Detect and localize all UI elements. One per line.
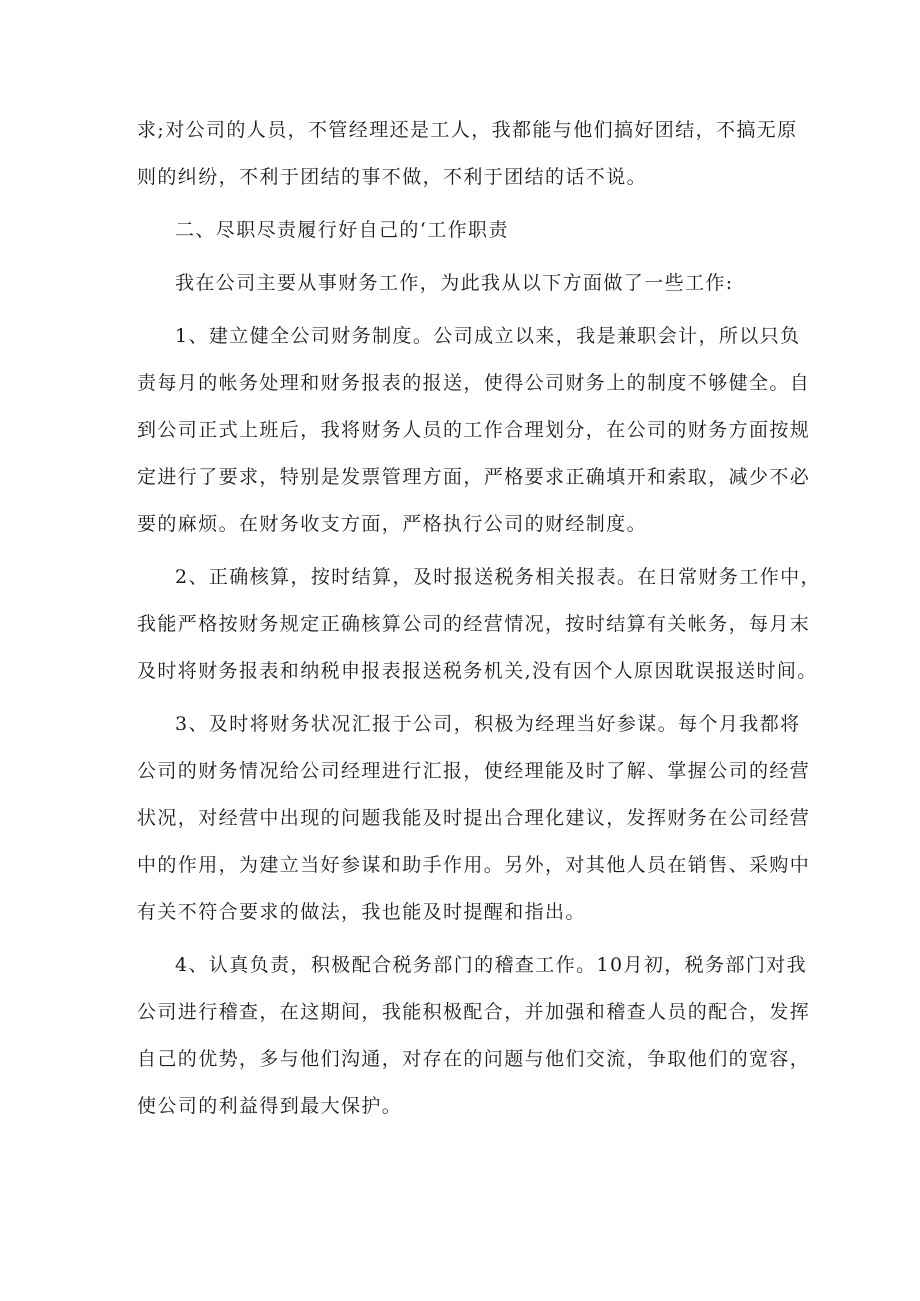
paragraph-intro [137, 260, 789, 307]
text-line: 公司的财务情况给公司经理进行汇报，使经理能及时了解、掌握公司的经营 [137, 760, 811, 782]
text-line: 及时将财务报表和纳税申报表报送税务机关,没有因个人原因耽误报送时间。 [137, 660, 818, 682]
text-line: 2、正确核算，按时结算，及时报送税务相关报表。在日常财务工作中， [175, 566, 821, 588]
document-body [137, 107, 821, 1130]
text-line: 中的作用，为建立当好参谋和助手作用。另外，对其他人员在销售、采购中 [137, 854, 811, 876]
text-line: 有关不符合要求的做法，我也能及时提醒和指出。 [137, 901, 586, 923]
text-line: 我能严格按财务规定正确核算公司的经营情况，按时结算有关帐务，每月末 [137, 613, 811, 635]
paragraph-item-2 [137, 554, 821, 695]
text-line: 要的麻烦。在财务收支方面，严格执行公司的财经制度。 [137, 513, 648, 535]
text-line: 4、认真负责，积极配合税务部门的稽查工作。10月初，税务部门对我 [175, 954, 808, 976]
paragraph-continuation [137, 107, 798, 201]
section-heading [137, 207, 789, 254]
text-line: 则的纠纷，不利于团结的事不做，不利于团结的话不说。 [137, 166, 648, 188]
text-line: 到公司正式上班后，我将财务人员的工作合理划分，在公司的财务方面按规 [137, 419, 811, 441]
text-line: 我在公司主要从事财务工作，为此我从以下方面做了一些工作: [175, 272, 734, 294]
text-line: 1、建立健全公司财务制度。公司成立以来，我是兼职会计，所以只负 [175, 325, 801, 347]
text-line: 定进行了要求，特别是发票管理方面，严格要求正确填开和索取，减少不必 [137, 466, 811, 488]
text-line: 使公司的利益得到最大保护。 [137, 1095, 403, 1117]
text-line: 状况，对经营中出现的问题我能及时提出合理化建议，发挥财务在公司经营 [137, 807, 811, 829]
text-line: 自己的优势，多与他们沟通，对存在的问题与他们交流，争取他们的宽容， [137, 1048, 811, 1070]
paragraph-item-3 [137, 701, 811, 936]
text-line: 责每月的帐务处理和财务报表的报送，使得公司财务上的制度不够健全。自 [137, 372, 811, 394]
text-line: 求;对公司的人员，不管经理还是工人，我都能与他们搞好团结，不搞无原 [137, 119, 798, 141]
paragraph-item-4 [137, 942, 811, 1130]
text-line: 二、尽职尽责履行好自己的‘工作职责 [175, 219, 509, 241]
text-line: 3、及时将财务状况汇报于公司，积极为经理当好参谋。每个月我都将 [175, 713, 801, 735]
paragraph-item-1 [137, 313, 811, 548]
text-line: 公司进行稽查，在这期间，我能积极配合，并加强和稽查人员的配合，发挥 [137, 1001, 811, 1023]
